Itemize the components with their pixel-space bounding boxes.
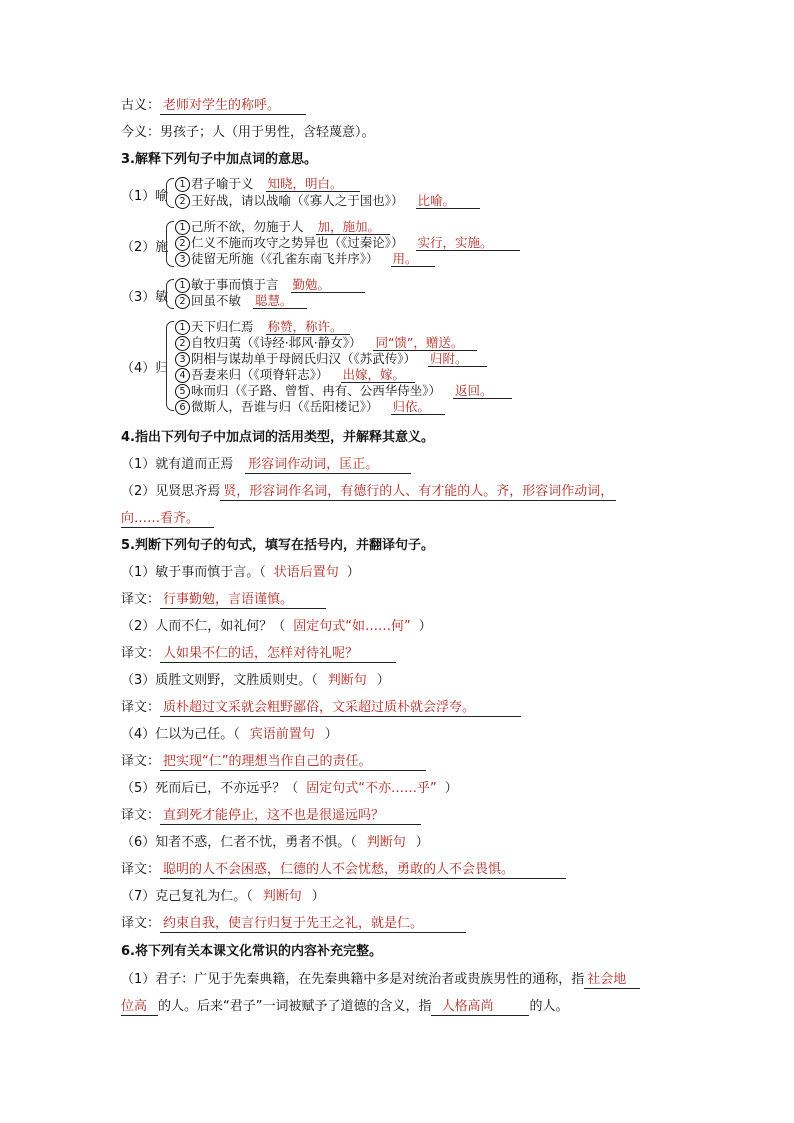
s4-a1: 形容词作动词，匡正。 xyxy=(245,457,411,474)
word-group-label: （3）敏 xyxy=(121,290,169,305)
gu-yi-label: 古义： xyxy=(121,98,161,113)
word-group-label: （1）喻 xyxy=(121,189,169,204)
s5-translation: 译文： 约束自我，使言行归复于先王之礼，就是仁。 xyxy=(121,915,466,933)
section-4-heading: 4.指出下列句子中加点词的活用类型，并解释其意义。 xyxy=(121,430,434,445)
brace xyxy=(166,279,174,309)
s6-p1-line2: 位高 的人。后来“君子”一词被赋予了道德的含义，指 人格高尚 的人。 xyxy=(121,999,569,1014)
word-item: 1 天下归仁焉 称赞，称许。 xyxy=(175,319,350,335)
s6-answer-1b: 位高 xyxy=(121,999,158,1016)
word-item: 1 敏于事而慎于言 勤勉。 xyxy=(175,277,365,293)
s5-question: （1）敏于事而慎于言。（ 状语后置句 ） xyxy=(121,565,360,580)
word-item: 2 王好战，请以战喻（《寡人之于国也》） 比喻。 xyxy=(175,193,480,209)
s5-translation: 译文： 把实现“仁”的理想当作自己的责任。 xyxy=(121,753,426,771)
s5-question: （5）死而后已，不亦远乎？（ 固定句式“不亦……乎” ） xyxy=(121,781,458,796)
s5-type-answer: 判断句 xyxy=(327,673,367,688)
s6-p1-line1: （1）君子：广见于先秦典籍，在先秦典籍中多是对统治者或贵族男性的通称，指 社会地 xyxy=(121,971,640,989)
word-item: 3 阴相与谋劫单于母阏氏归汉（《苏武传》） 归附。 xyxy=(175,351,487,367)
word-item: 3 徒留无所施（《孔雀东南飞并序》） 用。 xyxy=(175,251,435,267)
section-5-heading: 5.判断下列句子的句式，填写在括号内，并翻译句子。 xyxy=(121,538,434,553)
gu-yi-answer: 老师对学生的称呼。 xyxy=(160,98,306,115)
word-item: 1 君子喻于义 知晓，明白。 xyxy=(175,176,360,192)
s5-type-answer: 宾语前置句 xyxy=(249,727,315,742)
word-item: 2 仁义不施而攻守之势异也（《过秦论》） 实行，实施。 xyxy=(175,235,520,251)
s4-q1: （1）就有道而正焉 形容词作动词，匡正。 xyxy=(121,456,411,474)
s6-answer-1a: 社会地 xyxy=(584,972,640,989)
s5-type-answer: 判断句 xyxy=(366,835,406,850)
s4-a2-line2: 向……看齐。 xyxy=(121,511,214,528)
s5-translation-answer: 质朴超过文采就会粗野鄙俗，文采超过质朴就会浮夸。 xyxy=(160,700,521,717)
word-item: 2 自牧归荑（《诗经·邶风·静女》） 同“馈”，赠送。 xyxy=(175,335,477,351)
section-3-heading: 3.解释下列句子中加点词的意思。 xyxy=(121,152,317,167)
s6-answer-2: 人格高尚 xyxy=(431,999,529,1016)
s5-translation: 译文： 行事勤勉，言语谨慎。 xyxy=(121,591,326,609)
s5-question: （7）克己复礼为仁。（ 判断句 ） xyxy=(121,889,325,904)
s5-question: （2）人而不仁，如礼何？（ 固定句式“如……何” ） xyxy=(121,619,432,634)
s5-translation-answer: 行事勤勉，言语谨慎。 xyxy=(160,592,326,609)
gu-yi-line xyxy=(121,97,306,115)
s4-q2: （2）见贤思齐焉 贤，形容词作名词，有德行的人、有才能的人。齐，形容词作动词， xyxy=(121,483,616,501)
word-item: 6 微斯人，吾谁与归（《岳阳楼记》） 归依。 xyxy=(175,399,445,415)
s5-translation-answer: 把实现“仁”的理想当作自己的责任。 xyxy=(160,754,426,771)
jin-yi-line: 今义：男孩子；人（用于男性，含轻蔑意）。 xyxy=(121,125,375,140)
s5-type-answer: 固定句式“不亦……乎” xyxy=(306,781,437,796)
s5-translation-answer: 人如果不仁的话，怎样对待礼呢？ xyxy=(160,646,396,663)
s5-question: （6）知者不惑，仁者不忧，勇者不惧。（ 判断句 ） xyxy=(121,835,429,850)
s5-type-answer: 状语后置句 xyxy=(273,565,339,580)
s5-translation-answer: 直到死才能停止，这不也是很遥远吗？ xyxy=(160,808,421,825)
s5-question: （4）仁以为己任。（ 宾语前置句 ） xyxy=(121,727,338,742)
word-item: 4 吾妻来归（《项脊轩志》） 出嫁，嫁。 xyxy=(175,367,415,383)
brace xyxy=(166,321,174,411)
brace xyxy=(166,221,174,267)
s5-type-answer: 判断句 xyxy=(262,889,302,904)
word-item: 1 己所不欲，勿施于人 加，施加。 xyxy=(175,219,390,235)
brace xyxy=(166,178,174,208)
s5-translation-answer: 聪明的人不会困惑，仁德的人不会忧愁，勇敢的人不会畏惧。 xyxy=(160,862,566,879)
s5-translation: 译文： 聪明的人不会困惑，仁德的人不会忧愁，勇敢的人不会畏惧。 xyxy=(121,861,566,879)
word-item: 5 咏而归（《子路、曾皙、冉有、公西华侍坐》） 返回。 xyxy=(175,383,512,399)
s5-translation: 译文： 直到死才能停止，这不也是很遥远吗？ xyxy=(121,807,421,825)
s5-translation: 译文： 人如果不仁的话，怎样对待礼呢？ xyxy=(121,645,396,663)
s5-translation-answer: 约束自我，使言行归复于先王之礼，就是仁。 xyxy=(160,916,466,933)
word-group-label: （2）施 xyxy=(121,240,169,255)
word-item: 2 回虽不敏 聪慧。 xyxy=(175,293,307,309)
s5-type-answer: 固定句式“如……何” xyxy=(293,619,411,634)
s5-question: （3）质胜文则野，文胜质则史。（ 判断句 ） xyxy=(121,673,390,688)
s4-a2-cont xyxy=(121,510,214,528)
s5-translation: 译文： 质朴超过文采就会粗野鄙俗，文采超过质朴就会浮夸。 xyxy=(121,699,521,717)
word-group-label: （4）归 xyxy=(121,361,169,376)
section-6-heading: 6.将下列有关本课文化常识的内容补充完整。 xyxy=(121,944,382,959)
s4-a2-line1: 贤，形容词作名词，有德行的人、有才能的人。齐，形容词作动词， xyxy=(220,484,616,501)
